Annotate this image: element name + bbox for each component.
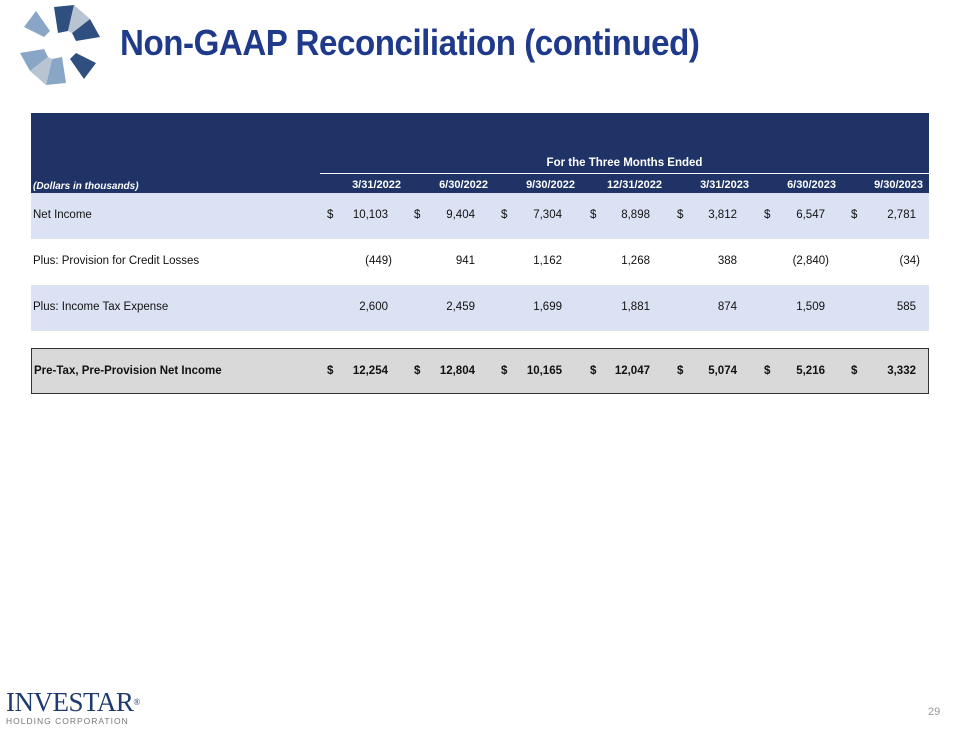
table-row — [31, 239, 929, 285]
header-rule — [320, 173, 929, 174]
cell-value: 12,047 — [614, 365, 650, 377]
cell-value: 585 — [896, 301, 916, 313]
cell-value: 12,804 — [439, 365, 475, 377]
dollar-sign: $ — [851, 365, 858, 377]
table-header — [31, 113, 929, 193]
cell-value: 3,332 — [887, 365, 916, 377]
registered-mark: ® — [133, 697, 140, 707]
column-header: 6/30/2023 — [787, 179, 836, 191]
units-label: (Dollars in thousands) — [33, 181, 139, 192]
cell-value: 8,898 — [621, 209, 650, 221]
brand-wordmark — [6, 687, 140, 717]
cell-value: 7,304 — [533, 209, 562, 221]
column-header: 3/31/2022 — [352, 179, 401, 191]
cell-value: 1,268 — [621, 255, 650, 267]
cell-value: 874 — [717, 301, 737, 313]
reconciliation-table — [31, 113, 929, 394]
dollar-sign: $ — [327, 209, 334, 221]
cell-value: (449) — [365, 255, 392, 267]
brand-name: INVESTAR — [6, 687, 134, 717]
super-header: For the Three Months Ended — [546, 157, 703, 169]
dollar-sign: $ — [764, 365, 771, 377]
dollar-sign: $ — [590, 209, 597, 221]
cell-value: 10,165 — [526, 365, 562, 377]
footer-logo — [6, 687, 140, 726]
cell-value: 1,509 — [796, 301, 825, 313]
table-row — [31, 193, 929, 239]
cell-value: 2,459 — [446, 301, 475, 313]
cell-value: 1,162 — [533, 255, 562, 267]
total-row — [31, 348, 929, 394]
cell-value: (2,840) — [792, 255, 829, 267]
cell-value: 1,699 — [533, 301, 562, 313]
column-header: 6/30/2022 — [439, 179, 488, 191]
pinwheel-logo-icon — [10, 4, 110, 86]
dollar-sign: $ — [677, 365, 684, 377]
column-header: 3/31/2023 — [700, 179, 749, 191]
brand-subtitle: HOLDING CORPORATION — [6, 716, 129, 726]
dollar-sign: $ — [414, 209, 421, 221]
row-label: Net Income — [33, 209, 92, 221]
row-label: Pre-Tax, Pre-Provision Net Income — [34, 365, 222, 377]
column-header: 9/30/2022 — [526, 179, 575, 191]
dollar-sign: $ — [851, 209, 858, 221]
cell-value: 3,812 — [708, 209, 737, 221]
dollar-sign: $ — [327, 365, 334, 377]
page-title: Non-GAAP Reconciliation (continued) — [120, 22, 700, 63]
dollar-sign: $ — [590, 365, 597, 377]
dollar-sign: $ — [677, 209, 684, 221]
cell-value: 2,600 — [359, 301, 388, 313]
cell-value: (34) — [899, 255, 920, 267]
column-header: 12/31/2022 — [606, 179, 662, 191]
cell-value: 9,404 — [446, 209, 475, 221]
cell-value: 6,547 — [796, 209, 825, 221]
dollar-sign: $ — [414, 365, 421, 377]
cell-value: 2,781 — [887, 209, 916, 221]
dollar-sign: $ — [764, 209, 771, 221]
page-number: 29 — [928, 706, 941, 718]
column-header: 9/30/2023 — [874, 179, 923, 191]
row-label: Plus: Income Tax Expense — [33, 301, 169, 313]
row-label: Plus: Provision for Credit Losses — [33, 255, 200, 267]
dollar-sign: $ — [501, 365, 508, 377]
cell-value: 12,254 — [352, 365, 388, 377]
row-spacer — [31, 331, 929, 348]
dollar-sign: $ — [501, 209, 508, 221]
cell-value: 5,074 — [708, 365, 737, 377]
cell-value: 388 — [717, 255, 737, 267]
cell-value: 1,881 — [621, 301, 650, 313]
cell-value: 10,103 — [352, 209, 388, 221]
cell-value: 941 — [455, 255, 475, 267]
cell-value: 5,216 — [796, 365, 825, 377]
table-row — [31, 285, 929, 331]
